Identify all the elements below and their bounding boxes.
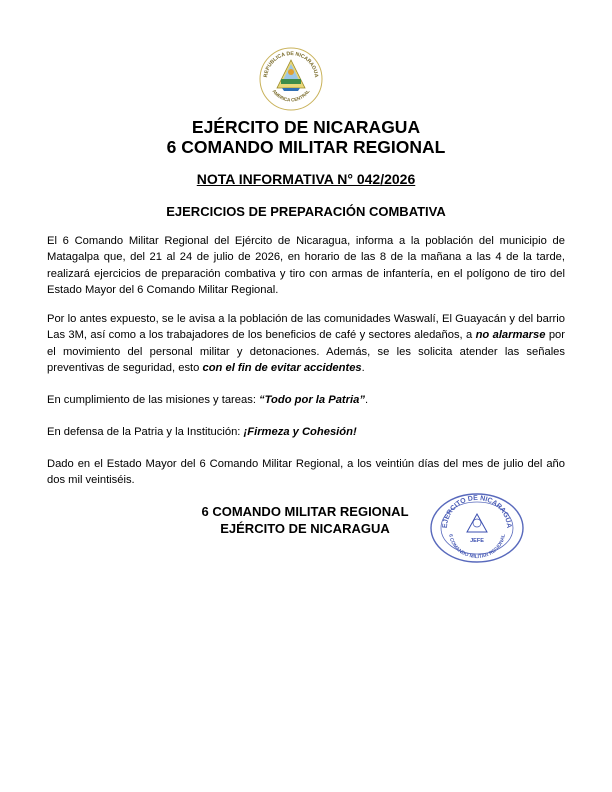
official-stamp-icon <box>428 492 526 564</box>
note-title-text: NOTA INFORMATIVA N° 042/2026 <box>196 171 416 187</box>
signature-line1: 6 COMANDO MILITAR REGIONAL <box>201 504 409 519</box>
note-subject: EJERCICIOS DE PREPARACIÓN COMBATIVA <box>166 204 446 219</box>
p4-motto: ¡Firmeza y Cohesión! <box>243 426 357 438</box>
p2-emphasis-evitar-accidentes: con el fin de evitar accidentes <box>202 361 362 374</box>
paragraph-2 <box>47 311 565 376</box>
p4-text-a: En defensa de la Patria y la Institución: <box>47 426 244 438</box>
p2-text-c: por el movimiento del personal militar y detonaciones. Además, se les solicita atender las señales preventivas de seguridad, esto <box>47 329 565 374</box>
svg-text:REPUBLICA DE NICARAGUA: REPUBLICA DE NICARAGUA <box>263 50 319 78</box>
org-name-line1: EJÉRCITO DE NICARAGUA <box>191 117 421 137</box>
paragraph-5: Dado en el Estado Mayor del 6 Comando Militar Regional, a los veintiún días del mes de julio del año dos mil veintiséis. <box>47 458 565 487</box>
svg-text:6 COMANDO MILITAR REGIONAL: 6 COMANDO MILITAR REGIONAL <box>447 533 507 561</box>
p2-text-a: Por lo antes expuesto, se le avisa a la población de las comunidades Waswalí, El Guayacán y del barrio Las 3M, así como a los trabajadores de los beneficios de café y sectores aledaños, a <box>47 313 565 342</box>
svg-text:EJERCITO DE NICARAGUA: EJERCITO DE NICARAGUA <box>441 494 513 529</box>
p3-text-c: . <box>364 394 369 406</box>
paragraph-3 <box>47 392 565 408</box>
p3-motto: “Todo por la Patria” <box>259 394 365 406</box>
note-title <box>0 171 612 187</box>
paragraph-1: El 6 Comando Militar Regional del Ejército de Nicaragua, informa a la población del municipio de Matagalpa que, del 21 al 24 de julio de 2026, en horario de las 8 de la mañana a las 4 de la tarde, realizará ejercicios de preparación combativa y tiro con armas de infantería, en el polígono de tiro del Estado Mayor del 6 Comando Militar Regional. <box>47 235 565 296</box>
org-name-line2: 6 COMANDO MILITAR REGIONAL <box>166 137 446 157</box>
paragraph-4 <box>47 424 565 440</box>
svg-text:JEFE: JEFE <box>470 538 484 544</box>
p2-emphasis-no-alarmarse: no alarmarse <box>475 329 546 342</box>
svg-text:AMERICA CENTRAL: AMERICA CENTRAL <box>271 88 311 103</box>
p3-text-a: En cumplimiento de las misiones y tareas: <box>47 394 260 406</box>
nicaragua-coat-of-arms-icon <box>258 46 324 112</box>
signature-line2: EJÉRCITO DE NICARAGUA <box>220 521 390 536</box>
p2-text-e: . <box>361 361 365 374</box>
